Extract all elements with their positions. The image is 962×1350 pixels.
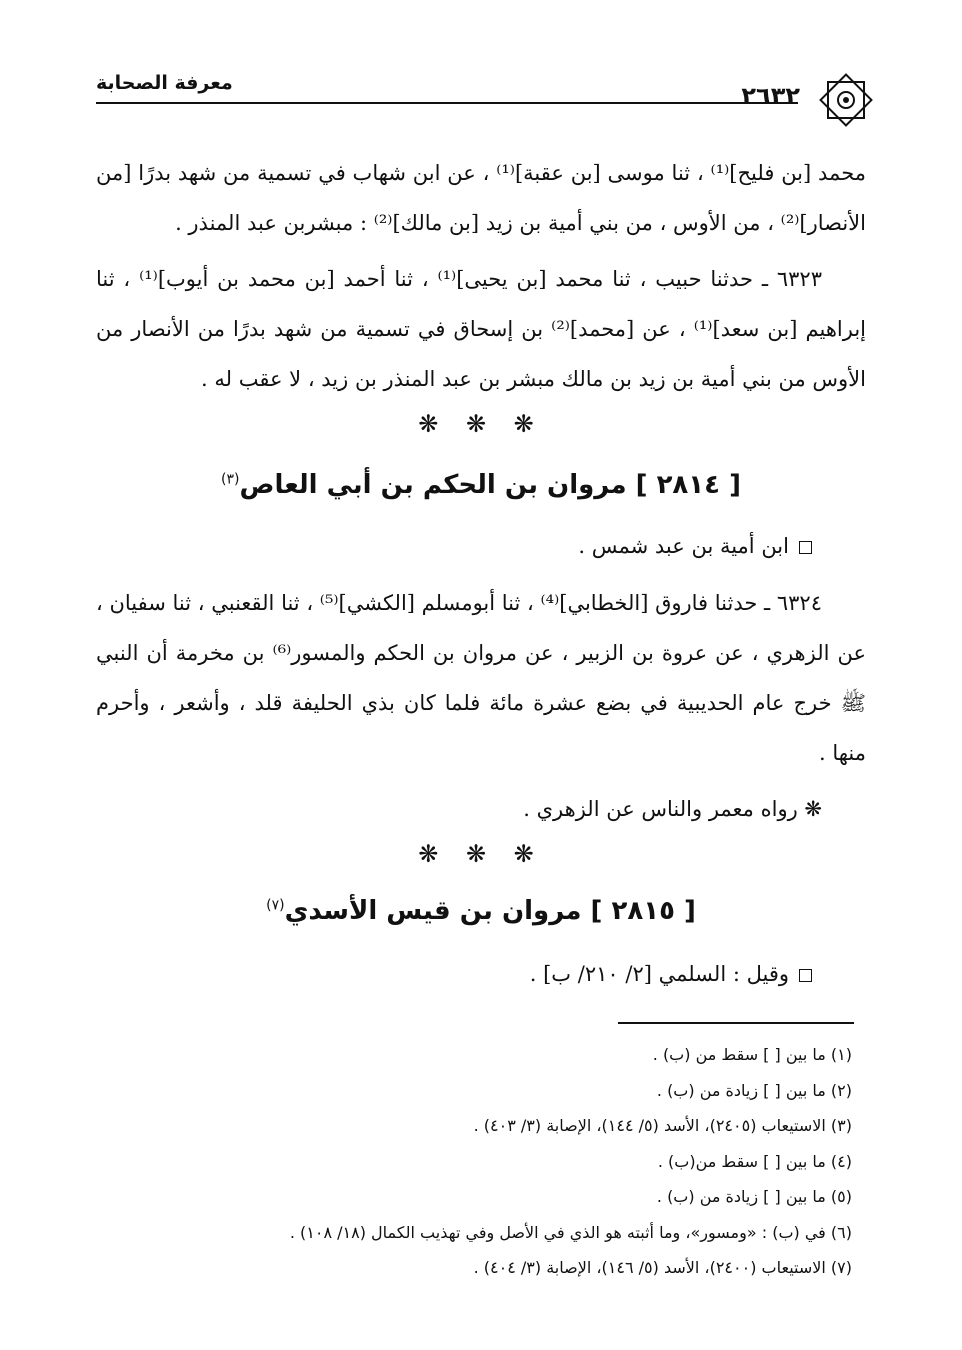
paragraph-text: محمد [بن فليح]⁽¹⁾ ، ثنا موسى [بن عقبة]⁽¹⁾ ، عن ابن شهاب في تسمية من شهد بدرًا [من الأنصار]⁽²⁾ ، من الأوس ، من بني أمية بن زيد [بن مالك]⁽²⁾ : مبشربن عبد المنذر .	[96, 161, 866, 235]
entry-title-text: [ ٢٨١٤ ] مروان بن الحكم بن أبي العاص	[239, 470, 741, 500]
entry-lineage	[578, 534, 812, 558]
footnote-item: (٧) الاستيعاب (٢٤٠٠)، الأسد (٥/ ١٤٦)، الإصابة (٣/ ٤٠٤) .	[473, 1258, 852, 1277]
entry-title-2815	[96, 896, 866, 926]
entry-footnote-ref: (٣)	[221, 471, 240, 488]
running-title: معرفة الصحابة	[96, 72, 233, 94]
footnote-rule	[618, 1022, 854, 1024]
paragraph-text: ٦٣٢٤ ـ حدثنا فاروق [الخطابي]⁽⁴⁾ ، ثنا أبومسلم [الكشي]⁽⁵⁾ ، ثنا القعنبي ، ثنا سفيان ، عن الزهري ، عن عروة بن الزبير ، عن مروان بن الحكم والمسور⁽⁶⁾ بن مخرمة أن النبي ﷺ خرج عام الحديبية في بضع عشرة مائة فلما كان بذي الحليفة قلد ، وأشعر ، وأحرم منها .	[96, 591, 866, 765]
hadith-6323	[96, 254, 866, 404]
footnote-item: (١) ما بين [ ] سقط من (ب) .	[652, 1045, 852, 1064]
paragraph-text: ❋ رواه معمر والناس عن الزهري .	[523, 797, 822, 821]
square-bullet-icon	[799, 541, 812, 554]
footnote-item: (٤) ما بين [ ] سقط من(ب) .	[657, 1151, 852, 1171]
footnote-item: (٦) في (ب) : «ومسور»، وما أثبته هو الذي في الأصل وفي تهذيب الكمال (١٨/ ١٠٨) .	[289, 1222, 852, 1242]
footnote-item: (٣) الاستيعاب (٢٤٠٥)، الأسد (٥/ ١٤٤)، الإصابة (٣/ ٤٠٣) .	[473, 1116, 852, 1135]
entry-title-2814	[96, 470, 866, 500]
hadith-6324	[96, 578, 866, 778]
alt-name-text: وقيل : السلمي [٢/ ٢١٠/ ب] .	[529, 962, 789, 986]
footnote-item: (٢) ما بين [ ] زيادة من (ب) .	[656, 1080, 852, 1100]
square-bullet-icon	[799, 969, 812, 982]
header-rule	[96, 102, 798, 104]
section-separator: ❋ ❋ ❋	[418, 410, 544, 438]
footnotes	[112, 1037, 852, 1286]
footnote-item: (٥) ما بين [ ] زيادة من (ب) .	[656, 1187, 852, 1206]
lineage-text: ابن أمية بن عبد شمس .	[578, 534, 789, 558]
narration-note	[96, 784, 866, 834]
page-header	[96, 62, 876, 132]
entry-alt-name	[530, 962, 812, 986]
entry-title-text: [ ٢٨١٥ ] مروان بن قيس الأسدي	[284, 896, 696, 926]
section-separator: ❋ ❋ ❋	[418, 840, 544, 868]
paragraph-continuation	[96, 148, 866, 248]
page-number: ٢٦٣٢	[741, 82, 800, 110]
entry-footnote-ref: (٧)	[266, 897, 285, 914]
octagram-ornament-icon	[816, 70, 876, 130]
paragraph-text: ٦٣٢٣ ـ حدثنا حبيب ، ثنا محمد [بن يحيى]⁽¹⁾ ، ثنا أحمد [بن محمد بن أيوب]⁽¹⁾ ، ثنا إبراهيم [بن سعد]⁽¹⁾ ، عن [محمد]⁽²⁾ بن إسحاق في تسمية من شهد بدرًا من الأنصار من الأوس من بني أمية بن زيد بن مالك مبشر بن عبد المنذر بن زيد ، لا عقب له .	[96, 267, 866, 391]
